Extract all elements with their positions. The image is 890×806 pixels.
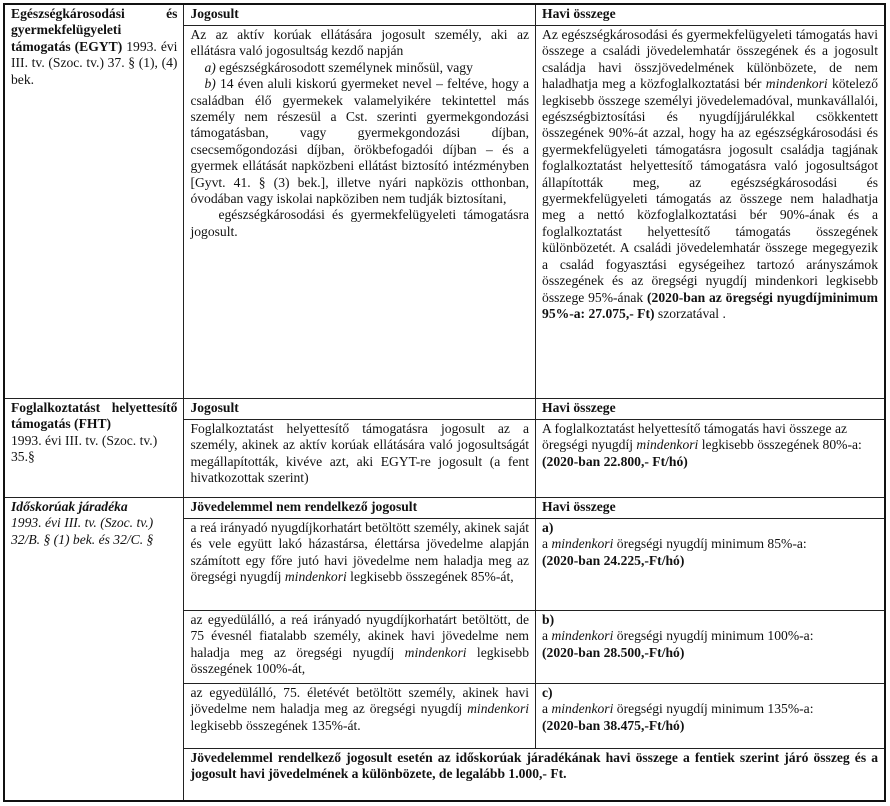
idos-jog-b: az egyedülálló, a reá irányadó nyugdíjkorhatárt betöltött, de 75 évesnél fiatalabb személy, akinek havi jövedelme nem haladja meg az öregségi nyugdíj mindenkori legkisebb összegének 100%-át,: [184, 611, 536, 684]
fht-havi-cell: A foglalkoztatást helyettesítő támogatás havi összege az öregségi nyugdíj mindenkori legkisebb összegének 80%-a: (2020-ban 22.800,- Ft/hó): [536, 420, 885, 498]
idos-title: Időskorúak járadéka: [11, 499, 128, 514]
idos-havi-header: Havi összege: [536, 498, 885, 519]
egyt-condition-b: b) 14 éven aluli kiskorú gyermeket nevel – feltéve, hogy a családban élő gyermekek valamelyikére tekintettel más személy nem részesül a Cst. szerinti gyermekgondozási támogatásban, vagy gyermekgondozási díjban, csecsemőgondozási díjban, örökbefogadói díjban – és a gyermek ellátását napközbeni ellátást biztosító intézményben [Gyvt. 41. § (3) bek.], illetve nyári napközis otthonban, óvodában vagy iskolai napköziben nem tudják biztosítani,: [190, 76, 530, 207]
idos-footer: Jövedelemmel rendelkező jogosult esetén az időskorúak járadékának havi összege a fentiek szerint járó összeg és a jogosult havi jövedelmének a különbözete, de legalább 1.000,- Ft.: [184, 749, 885, 801]
idos-havi-b: b) a mindenkori öregségi nyugdíj minimum 100%-a: (2020-ban 28.500,-Ft/hó): [536, 611, 885, 684]
idos-jog-a: a reá irányadó nyugdíjkorhatárt betöltött személy, akinek saját és vele együtt lakó házastársa, élettársa jövedelme alapján számított egy főre jutó havi jövedelme nem haladja meg az öregségi nyugdíj mindenkori legkisebb összegének 85%-át,: [184, 519, 536, 611]
idos-law-ref: 1993. évi III. tv. (Szoc. tv.) 32/B. § (1) bek. és 32/C. §: [11, 515, 154, 547]
fht-title-cell: [4, 399, 184, 498]
egyt-title: Egészségkárosodási és gyermekfelügyeleti támogatás (EGYT): [11, 6, 178, 54]
fht-jogosult-cell: Foglalkoztatást helyettesítő támogatásra jogosult az a személy, akinek az aktív korúak ellátására való jogosultságát megállapították, kivéve azt, aki EGYT-re jogosult (a fent hivatkozottak szerint): [184, 420, 536, 498]
egyt-law-ref: 1993. évi III. tv. (Szoc. tv.) 37. § (1), (4) bek.: [11, 38, 178, 87]
egyt-header-row: [4, 4, 885, 26]
benefits-table: [3, 3, 886, 802]
idos-header-row: [4, 498, 885, 519]
egyt-jogosult-header: Jogosult: [184, 4, 536, 26]
egyt-jogosult-cell: [184, 26, 536, 399]
egyt-havi-header: Havi összege: [536, 4, 885, 26]
idos-havi-a: a) a mindenkori öregségi nyugdíj minimum 85%-a: (2020-ban 24.225,-Ft/hó): [536, 519, 885, 611]
idos-jogosult-header: Jövedelemmel nem rendelkező jogosult: [184, 498, 536, 519]
fht-law-ref: 1993. évi III. tv. (Szoc. tv.) 35.§: [11, 432, 158, 465]
egyt-jog-end: egészségkárosodási és gyermekfelügyeleti támogatásra jogosult.: [190, 207, 530, 239]
idos-jog-c: az egyedülálló, 75. életévét betöltött személy, akinek havi jövedelme nem haladja meg az öregségi nyugdíj mindenkori legkisebb összegének 135%-át.: [184, 684, 536, 749]
egyt-jog-intro: Az az aktív korúak ellátására jogosult személy, aki az ellátásra való jogosultság kezdő napján: [190, 27, 530, 59]
fht-title: Foglalkoztatást helyettesítő támogatás (FHT): [11, 400, 178, 432]
egyt-havi-cell: Az egészségkárosodási és gyermekfelügyeleti támogatás havi összege a családi jövedelemhatár összegének és a jogosult családja havi összjövedelmének különbözete, de nem haladhatja meg a közfoglalkoztatási bér mindenkori kötelező legkisebb összege személyi jövedelemadóval, munkavállalói, egészségbiztosítási és nyugdíjjárulékkal csökkentett összegének 90%-át azzal, hogy ha az egészségkárosodási és gyermekfelügyeleti támogatásra jogosult családja tagjának foglalkoztatást helyettesítő támogatásra való jogosultságot állapították meg, az egészségkárosodási és gyermekfelügyeleti támogatás az összege nem haladhatja meg a nettó közfoglalkoztatási bér 90%-ának és a foglalkoztatást helyettesítő támogatás összegének különbözetét. A családi jövedelemhatár összege megegyezik a család fogyasztási egységeihez tartozó arányszámok összegének és az öregségi nyugdíj mindenkori legkisebb összege 95%-ának (2020-ban az öregségi nyugdíjminimum 95%-a: 27.075,- Ft) szorzatával .: [536, 26, 885, 399]
fht-havi-header: Havi összege: [536, 399, 885, 420]
fht-header-row: [4, 399, 885, 420]
idos-title-cell: [4, 498, 184, 801]
idos-havi-c: c) a mindenkori öregségi nyugdíj minimum 135%-a: (2020-ban 38.475,-Ft/hó): [536, 684, 885, 749]
fht-jogosult-header: Jogosult: [184, 399, 536, 420]
egyt-title-cell: [4, 4, 184, 399]
egyt-condition-a: a) egészségkárosodott személynek minősül, vagy: [204, 59, 473, 75]
